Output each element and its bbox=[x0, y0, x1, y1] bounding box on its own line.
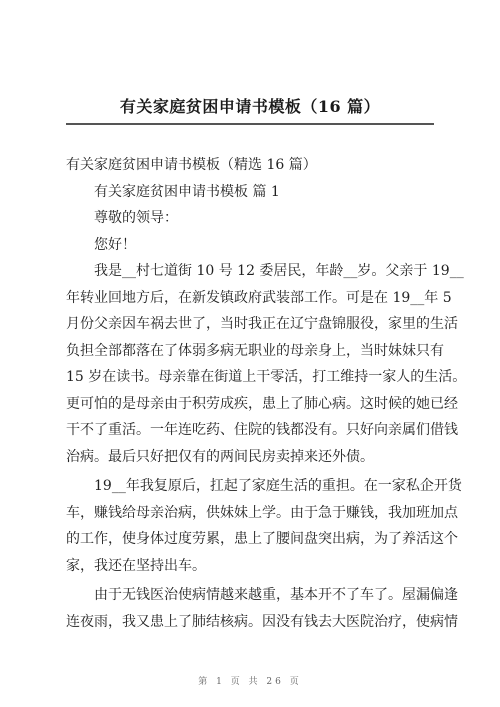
body-line: 连夜雨，我又患上了肺结核病。因没有钱去大医院治疗，使病情 bbox=[66, 613, 458, 630]
body-line: 治病。最后只好把仅有的两间民房卖掉来还外债。 bbox=[66, 448, 374, 465]
body-line: 我是__村七道街 10 号 12 委居民，年龄__岁。父亲于 19__ bbox=[94, 263, 464, 279]
body-line: 更可怕的是母亲由于积劳成疾，患上了肺心病。这时候的她已经 bbox=[66, 395, 458, 412]
body-line: 干不了重活。一年连吃药、住院的钱都没有。只好向亲属们借钱 bbox=[66, 422, 458, 438]
title-divider bbox=[66, 123, 434, 125]
body-line: 尊敬的领导： bbox=[94, 210, 178, 226]
body-line: 有关家庭贫困申请书模板 篇 1 bbox=[94, 183, 280, 200]
body-line: 15 岁在读书。母亲靠在街道上干零活，打工维持一家人的生活。 bbox=[66, 369, 467, 385]
page-footer: 第 1 页 共 26 页 bbox=[198, 677, 302, 687]
document-title: 有关家庭贫困申请书模板（16 篇） bbox=[119, 97, 381, 116]
body-line: 年转业回地方后，在新发镇政府武装部工作。可是在 19__年 5 bbox=[66, 289, 452, 306]
body-line: 19__年我复原后，扛起了家庭生活的重担。在一家私企开货 bbox=[94, 478, 462, 494]
body-line: 的工作，使身体过度劳累，患上了腰间盘突出病，为了养活这个 bbox=[66, 531, 458, 547]
body-line: 家，我还在坚持出车。 bbox=[66, 557, 206, 574]
body-line: 负担全部都落在了体弱多病无职业的母亲身上，当时妹妹只有 bbox=[66, 342, 444, 359]
body-line: 月份父亲因车祸去世了，当时我正在辽宁盘锦服役，家里的生活 bbox=[66, 316, 458, 332]
document-body bbox=[66, 152, 467, 635]
body-line: 有关家庭贫困申请书模板（精选 16 篇） bbox=[66, 157, 317, 173]
body-line: 由于无钱医治使病情越来越重，基本开不了车了。屋漏偏逢 bbox=[94, 587, 458, 603]
body-line: 车，赚钱给母亲治病，供妹妹上学。由于急于赚钱，我加班加点 bbox=[66, 504, 458, 521]
body-line: 您好！ bbox=[94, 236, 136, 253]
